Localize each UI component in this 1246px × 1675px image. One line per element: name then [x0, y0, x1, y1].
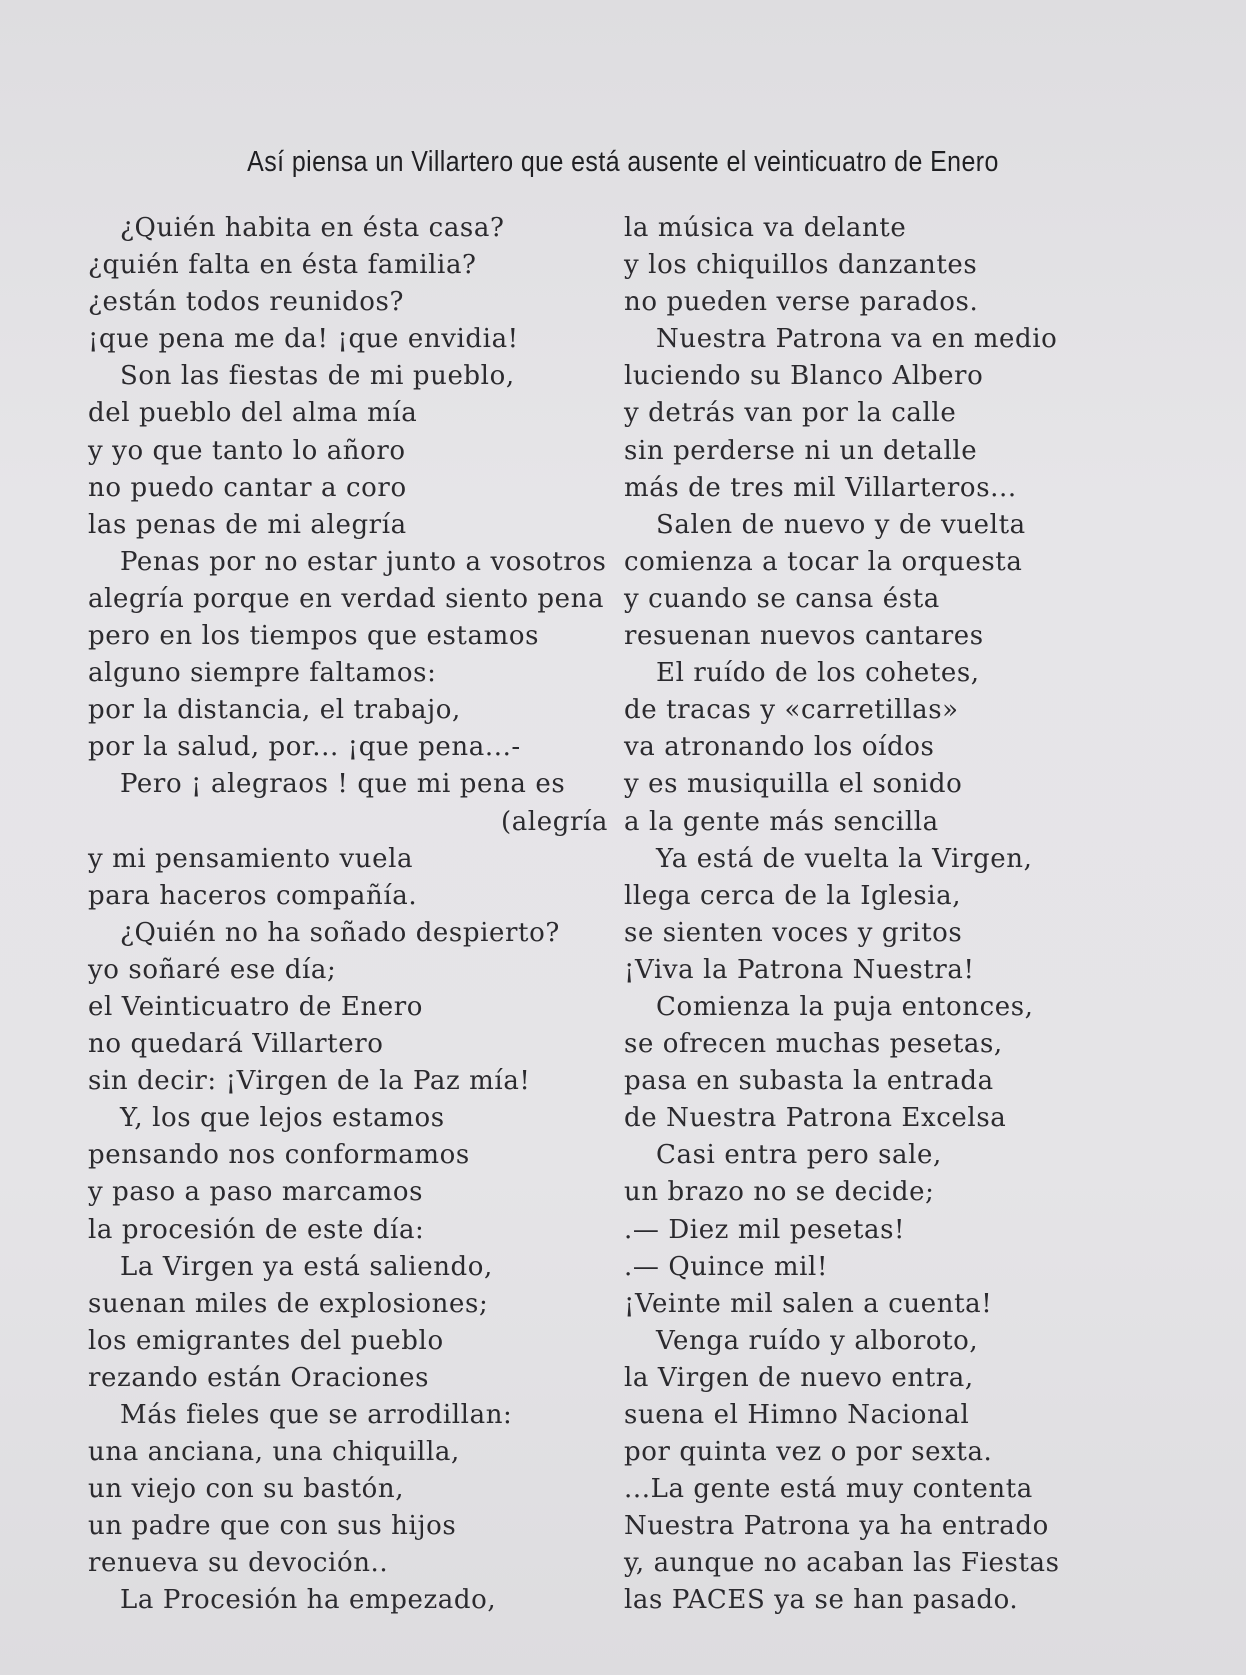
- page-title: Así piensa un Villartero que está ausente el veinticuatro de Enero: [247, 146, 999, 178]
- verse-line: de Nuestra Patrona Excelsa: [624, 1103, 1007, 1134]
- verse-line: ¡Veinte mil salen a cuenta!: [624, 1288, 993, 1319]
- verse-line: y paso a paso marcamos: [88, 1177, 424, 1208]
- verse-line: El ruído de los cohetes,: [656, 658, 980, 689]
- verse-line: comienza a tocar la orquesta: [624, 546, 1023, 577]
- verse-line: y detrás van por la calle: [624, 398, 957, 429]
- verse-line: Son las fiestas de mi pueblo,: [120, 361, 515, 392]
- verse-line: .— Quince mil!: [624, 1251, 828, 1282]
- verse-line: rezando están Oraciones: [88, 1362, 430, 1393]
- verse-line: las penas de mi alegría: [88, 509, 407, 540]
- verse-line: La Procesión ha empezado,: [120, 1585, 497, 1616]
- verse-line: la Virgen de nuevo entra,: [624, 1362, 974, 1393]
- verse-line: a la gente más sencilla: [624, 806, 939, 837]
- verse-line: alguno siempre faltamos:: [88, 658, 437, 689]
- verse-line: y yo que tanto lo añoro: [88, 435, 406, 466]
- verse-line: Pero ¡ alegraos ! que mi pena es: [120, 769, 566, 800]
- verse-line: no pueden verse parados.: [624, 287, 979, 318]
- verse-line: ...La gente está muy contenta: [624, 1474, 1033, 1505]
- verse-line: Comienza la puja entonces,: [656, 991, 1034, 1022]
- verse-line: suena el Himno Nacional: [624, 1400, 970, 1430]
- verse-line: renueva su devoción..: [88, 1548, 389, 1579]
- verse-line: Y, los que lejos estamos: [120, 1103, 445, 1134]
- verse-line: el Veinticuatro de Enero: [88, 991, 424, 1022]
- verse-line: y cuando se cansa ésta: [624, 583, 940, 614]
- verse-line: Ya está de vuelta la Virgen,: [656, 843, 1033, 874]
- verse-line: La Virgen ya está saliendo,: [120, 1251, 493, 1282]
- verse-line: y es musiquilla el sonido: [624, 769, 963, 800]
- right-column: [624, 210, 1094, 1620]
- verse-line: ¡Viva la Patrona Nuestra!: [624, 954, 975, 985]
- verse-line: ¿quién falta en ésta familia?: [88, 250, 477, 281]
- verse-line: no quedará Villartero: [88, 1029, 384, 1060]
- verse-line: una anciana, una chiquilla,: [88, 1437, 460, 1468]
- verse-line: resuenan nuevos cantares: [624, 621, 984, 652]
- verse-line: un brazo no se decide;: [624, 1177, 935, 1208]
- verse-line: suenan miles de explosiones;: [88, 1288, 489, 1319]
- verse-line: va atronando los oídos: [624, 732, 935, 763]
- verse-line: más de tres mil Villarteros...: [624, 472, 1017, 503]
- verse-line: y mi pensamiento vuela: [88, 843, 414, 874]
- verse-line: ¿Quién no ha soñado despierto?: [120, 917, 560, 948]
- verse-line: sin perderse ni un detalle: [624, 435, 978, 466]
- verse-line: yo soñaré ese día;: [88, 954, 337, 985]
- verse-line: se ofrecen muchas pesetas,: [624, 1029, 1003, 1060]
- verse-line: pero en los tiempos que estamos: [88, 621, 540, 652]
- verse-line: pensando nos conformamos: [88, 1140, 470, 1171]
- verse-line: (alegría: [500, 806, 608, 837]
- verse-line: ¡que pena me da! ¡que envidia!: [88, 324, 519, 355]
- verse-line: Nuestra Patrona va en medio: [656, 324, 1058, 355]
- verse-line: por la distancia, el trabajo,: [88, 695, 461, 726]
- verse-line: Penas por no estar junto a vosotros: [120, 546, 607, 577]
- verse-line: las PACES ya se han pasado.: [624, 1585, 1019, 1616]
- verse-line: y los chiquillos danzantes: [624, 250, 978, 281]
- verse-line: Más fieles que se arrodillan:: [120, 1400, 513, 1430]
- verse-line: del pueblo del alma mía: [88, 398, 418, 429]
- verse-line: luciendo su Blanco Albero: [624, 361, 984, 392]
- verse-line: para haceros compañía.: [88, 880, 418, 911]
- verse-line: Venga ruído y alboroto,: [656, 1325, 979, 1356]
- verse-line: Casi entra pero sale,: [656, 1140, 942, 1171]
- verse-line: y, aunque no acaban las Fiestas: [624, 1548, 1060, 1579]
- verse-line: sin decir: ¡Virgen de la Paz mía!: [88, 1066, 531, 1097]
- verse-line: la procesión de este día:: [88, 1214, 425, 1245]
- verse-line: por quinta vez o por sexta.: [624, 1437, 993, 1468]
- verse-line: .— Diez mil pesetas!: [624, 1214, 906, 1245]
- verse-line: los emigrantes del pueblo: [88, 1325, 444, 1356]
- left-column: [88, 210, 608, 1620]
- verse-line: un padre que con sus hijos: [88, 1511, 457, 1542]
- verse-line: ¿están todos reunidos?: [88, 287, 405, 318]
- verse-line: se sienten voces y gritos: [624, 917, 963, 948]
- verse-line: llega cerca de la Iglesia,: [624, 880, 962, 911]
- verse-line: un viejo con su bastón,: [88, 1474, 405, 1505]
- verse-line: pasa en subasta la entrada: [624, 1066, 994, 1097]
- verse-line: Salen de nuevo y de vuelta: [656, 509, 1026, 540]
- verse-line: alegría porque en verdad siento pena: [88, 583, 605, 614]
- verse-line: ¿Quién habita en ésta casa?: [120, 213, 505, 243]
- verse-line: de tracas y «carretillas»: [624, 695, 959, 726]
- verse-line: por la salud, por... ¡que pena...-: [88, 732, 521, 763]
- verse-line: Nuestra Patrona ya ha entrado: [624, 1511, 1049, 1542]
- verse-line: la música va delante: [624, 213, 907, 243]
- verse-line: no puedo cantar a coro: [88, 472, 407, 503]
